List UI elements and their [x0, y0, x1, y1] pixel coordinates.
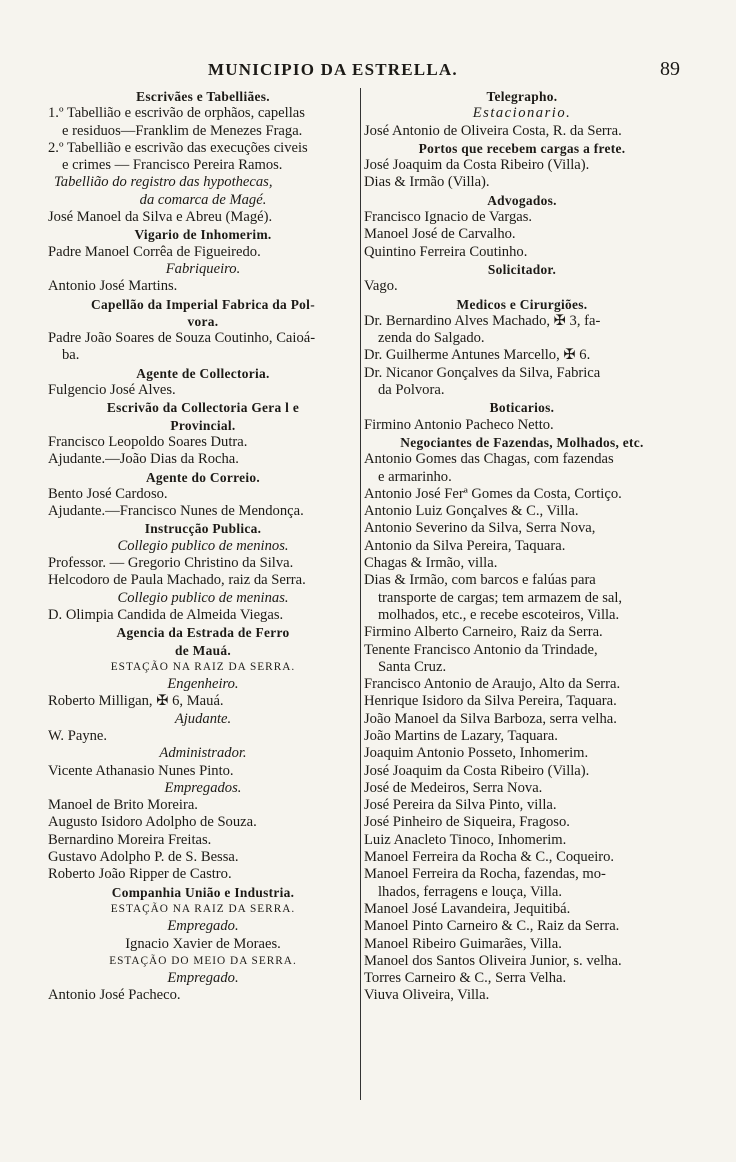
- merchant-line: Chagas & Irmão, villa.: [364, 555, 498, 572]
- merchant-line: Luiz Anacleto Tinoco, Inhomerim.: [364, 831, 567, 848]
- entry-line: José Antonio de Oliveira Costa, R. da Serra.: [364, 122, 622, 139]
- right-column: [364, 88, 680, 1005]
- page-header: [48, 60, 680, 84]
- entry-line: Antonio José Martins.: [48, 278, 178, 295]
- merchant-list: [364, 451, 680, 1005]
- entry-line: José Joaquim da Costa Ribeiro (Villa).: [364, 157, 590, 174]
- entry-line: Francisco Ignacio de Vargas.: [364, 209, 533, 226]
- subheading: Collegio publico de meninas.: [117, 589, 289, 606]
- merchant-line: Santa Cruz.: [378, 658, 447, 675]
- section-heading: Telegrapho.: [486, 89, 558, 104]
- entry-line: da Polvora.: [378, 382, 445, 399]
- entry-line: Vicente Athanasio Nunes Pinto.: [48, 762, 234, 779]
- entry-line: Dr. Bernardino Alves Machado, ✠ 3, fa-: [364, 312, 601, 329]
- entry-line: Quintino Ferreira Coutinho.: [364, 243, 528, 260]
- section-heading: Escrivão da Collectoria Gera l e: [106, 400, 300, 416]
- section-heading: Boticarios.: [489, 400, 555, 416]
- merchant-line: José de Medeiros, Serra Nova.: [364, 779, 543, 796]
- merchant-line: Henrique Isidoro da Silva Pereira, Taquara.: [364, 693, 617, 710]
- page-number: 89: [660, 58, 680, 80]
- subheading: Ajudante.: [174, 710, 232, 727]
- entry-line: Bento José Cardoso.: [48, 485, 168, 502]
- entry-line: Helcodoro de Paula Machado, raiz da Serra.: [48, 572, 306, 589]
- entry-line: Gustavo Adolpho P. de S. Bessa.: [48, 849, 239, 866]
- merchant-line: transporte de cargas; tem armazem de sal,: [378, 589, 623, 606]
- subheading: Administrador.: [159, 745, 247, 762]
- merchant-line: lhados, ferragens e louça, Villa.: [378, 883, 563, 900]
- merchant-line: Manoel dos Santos Oliveira Junior, s. velha.: [364, 952, 622, 969]
- station-label: ESTAÇÃO DO MEIO DA SERRA.: [109, 954, 297, 967]
- merchant-line: Manoel Ribeiro Guimarães, Villa.: [364, 935, 562, 952]
- merchant-line: José Pinheiro de Siqueira, Fragoso.: [364, 814, 570, 831]
- section-heading: vora.: [187, 313, 219, 329]
- entry-line: zenda do Salgado.: [378, 330, 485, 347]
- subheading: da comarca de Magé.: [139, 191, 267, 208]
- merchant-line: João Martins de Lazary, Taquara.: [364, 727, 558, 744]
- entry-line: Professor. — Gregorio Christino da Silva.: [48, 555, 294, 572]
- entry-line: Roberto Milligan, ✠ 6, Mauá.: [48, 693, 224, 710]
- entry-line: Dr. Nicanor Gonçalves da Silva, Fabrica: [364, 364, 601, 381]
- entry-line: Padre João Soares de Souza Coutinho, Caioá-: [48, 330, 316, 347]
- entry-line: Manoel de Brito Moreira.: [48, 797, 198, 814]
- merchant-line: e armarinho.: [378, 468, 452, 485]
- merchant-line: Tenente Francisco Antonio da Trindade,: [364, 641, 598, 658]
- entry-line: José Manoel da Silva e Abreu (Magé).: [48, 209, 273, 226]
- station-label: ESTAÇÃO NA RAIZ DA SERRA.: [110, 660, 296, 673]
- entry-line: D. Olimpia Candida de Almeida Viegas.: [48, 606, 284, 623]
- subheading: Tabellião do registro das hypothecas,: [54, 174, 273, 191]
- subheading: Fabriqueiro.: [165, 260, 241, 277]
- entry-line: Ajudante.—João Dias da Rocha.: [48, 451, 239, 468]
- section-heading: de Mauá.: [175, 642, 231, 658]
- merchant-line: Manoel Ferreira da Rocha, fazendas, mo-: [364, 866, 606, 883]
- section-heading: Portos que recebem cargas a frete.: [418, 140, 626, 156]
- entry-line: 1.º Tabellião e escrivão de orphãos, capellas: [48, 105, 305, 122]
- merchant-line: Joaquim Antonio Posseto, Inhomerim.: [364, 745, 589, 762]
- entry-line: Francisco Leopoldo Soares Dutra.: [48, 433, 248, 450]
- merchant-line: Antonio Gomes das Chagas, com fazendas: [364, 451, 614, 468]
- entry-line: Fulgencio José Alves.: [48, 382, 176, 399]
- entry-line: W. Payne.: [48, 727, 108, 744]
- entry-line: Dr. Guilherme Antunes Marcello, ✠ 6.: [364, 347, 591, 364]
- merchant-line: Firmino Alberto Carneiro, Raiz da Serra.: [364, 624, 603, 641]
- section-heading: Agente do Correio.: [145, 469, 261, 485]
- station-label: ESTAÇÃO NA RAIZ DA SERRA.: [110, 902, 296, 915]
- merchant-line: Manoel José Lavandeira, Jequitibá.: [364, 900, 571, 917]
- column-divider: [360, 88, 361, 1100]
- entry-line: 2.º Tabellião e escrivão das execuções civeis: [48, 139, 308, 156]
- entry-line: Manoel José de Carvalho.: [364, 226, 516, 243]
- entry-line: e residuos—Franklim de Menezes Fraga.: [62, 122, 303, 139]
- running-title: MUNICIPIO DA ESTRELLA.: [208, 60, 458, 79]
- merchant-line: Manoel Ferreira da Rocha & C., Coqueiro.: [364, 849, 615, 866]
- section-heading: Capellão da Imperial Fabrica da Pol-: [91, 296, 315, 312]
- subheading: Collegio publico de meninos.: [117, 537, 289, 554]
- merchant-line: Dias & Irmão, com barcos e falúas para: [364, 572, 596, 589]
- subheading: Empregado.: [167, 970, 239, 987]
- section-heading: Escrivães e Tabelliães.: [136, 89, 270, 104]
- entry-line: e crimes — Francisco Pereira Ramos.: [62, 157, 283, 174]
- subheading: Engenheiro.: [167, 676, 239, 693]
- entry-line: Ajudante.—Francisco Nunes de Mendonça.: [48, 503, 304, 520]
- merchant-line: Manoel Pinto Carneiro & C., Raiz da Serra.: [364, 918, 620, 935]
- subheading: Estacionario.: [472, 105, 572, 122]
- merchant-line: Antonio José Ferª Gomes da Costa, Cortiço.: [364, 485, 622, 502]
- merchant-line: Viuva Oliveira, Villa.: [364, 987, 490, 1004]
- entry-line: Firmino Antonio Pacheco Netto.: [364, 416, 554, 433]
- left-column: [48, 88, 358, 1005]
- merchant-line: José Joaquim da Costa Ribeiro (Villa).: [364, 762, 590, 779]
- entry-line: Roberto João Ripper de Castro.: [48, 866, 232, 883]
- section-heading: Advogados.: [487, 192, 557, 208]
- entry-line: Bernardino Moreira Freitas.: [48, 831, 212, 848]
- subheading: Empregado.: [167, 918, 239, 935]
- merchant-line: Antonio Severino da Silva, Serra Nova,: [364, 520, 596, 537]
- section-heading: Agencia da Estrada de Ferro: [116, 625, 290, 641]
- section-heading: Vigario de Inhomerim.: [134, 227, 272, 243]
- subheading: Empregados.: [164, 779, 242, 796]
- section-heading: Solicitador.: [487, 261, 557, 277]
- merchant-line: Antonio da Silva Pereira, Taquara.: [364, 537, 566, 554]
- entry-line: Augusto Isidoro Adolpho de Souza.: [48, 814, 257, 831]
- merchant-line: molhados, etc., e recebe escoteiros, Villa.: [378, 606, 620, 623]
- merchant-line: Francisco Antonio de Araujo, Alto da Serra.: [364, 676, 621, 693]
- entry-line: Antonio José Pacheco.: [48, 987, 181, 1004]
- section-heading: Instrucção Publica.: [144, 521, 262, 537]
- merchant-line: Antonio Luiz Gonçalves & C., Villa.: [364, 503, 579, 520]
- section-heading: Provincial.: [170, 417, 236, 433]
- merchant-line: João Manoel da Silva Barboza, serra velha.: [364, 710, 617, 727]
- entry-line: Padre Manoel Corrêa de Figueiredo.: [48, 243, 261, 260]
- entry-line: ba.: [62, 347, 80, 364]
- merchant-line: Torres Carneiro & C., Serra Velha.: [364, 970, 567, 987]
- merchant-line: José Pereira da Silva Pinto, villa.: [364, 797, 557, 814]
- section-heading: Agente de Collectoria.: [136, 365, 270, 381]
- entry-line: Vago.: [364, 278, 398, 295]
- section-heading: Negociantes de Fazendas, Molhados, etc.: [400, 434, 644, 450]
- section-heading: Medicos e Cirurgiões.: [456, 296, 588, 312]
- section-heading: Companhia União e Industria.: [111, 884, 295, 900]
- entry-line: Dias & Irmão (Villa).: [364, 174, 490, 191]
- entry-line: Ignacio Xavier de Moraes.: [125, 935, 281, 952]
